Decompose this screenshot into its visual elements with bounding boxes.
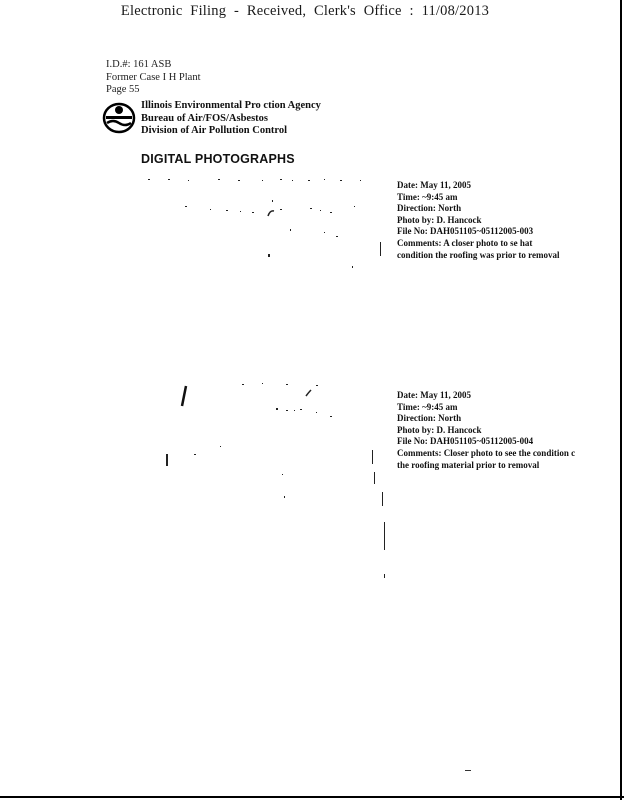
site-name: Former Case I H Plant [106, 71, 201, 83]
scan-artifact-mark [465, 770, 471, 771]
photo-2-direction: Direction: North [397, 413, 462, 424]
photo-2-photographer: Photo by: D. Hancock [397, 424, 482, 435]
photo-1-file-number: File No: DAH051105~05112005-003 [397, 226, 534, 237]
page-border-bottom [0, 796, 624, 798]
photo-1-time: Time: ~9:45 am [397, 191, 458, 202]
photo-2-time: Time: ~9:45 am [397, 401, 458, 412]
photo-2-image [140, 376, 390, 586]
photo-1-photographer: Photo by: D. Hancock [397, 214, 482, 225]
agency-heading [141, 100, 321, 138]
agency-bureau: Bureau of Air/FOS/Asbestos [141, 112, 268, 124]
agency-name: Illinois Environmental Pro ction Agency [141, 100, 321, 111]
photo-2-details [397, 390, 575, 471]
case-id: I.D.#: 161 ASB [106, 59, 172, 70]
photo-1-comment-line-2: condition the roofing was prior to removal [397, 249, 560, 260]
photo-1-image [140, 172, 390, 282]
section-title: DIGITAL PHOTOGRAPHS [141, 152, 295, 166]
photo-2-file-number: File No: DAH051105~05112005-004 [397, 436, 534, 447]
photo-2-date: Date: May 11, 2005 [397, 390, 471, 400]
photo-1-comment-line-1: Comments: A closer photo to se hat [397, 237, 533, 248]
page-border-right [620, 0, 622, 800]
photo-1-date: Date: May 11, 2005 [397, 180, 471, 190]
photo-1-direction: Direction: North [397, 203, 462, 214]
agency-seal-icon [102, 102, 136, 134]
agency-division: Division of Air Pollution Control [141, 125, 288, 136]
case-info [106, 59, 201, 97]
photo-2-comment-line-2: the roofing material prior to removal [397, 459, 540, 470]
filing-stamp: Electronic Filing - Received, Clerk's Office : 11/08/2013 [120, 3, 490, 19]
page-number: Page 55 [106, 84, 140, 95]
photo-1-details [397, 180, 560, 261]
photo-2-comment-line-1: Comments: Closer photo to see the condition c [397, 447, 576, 458]
